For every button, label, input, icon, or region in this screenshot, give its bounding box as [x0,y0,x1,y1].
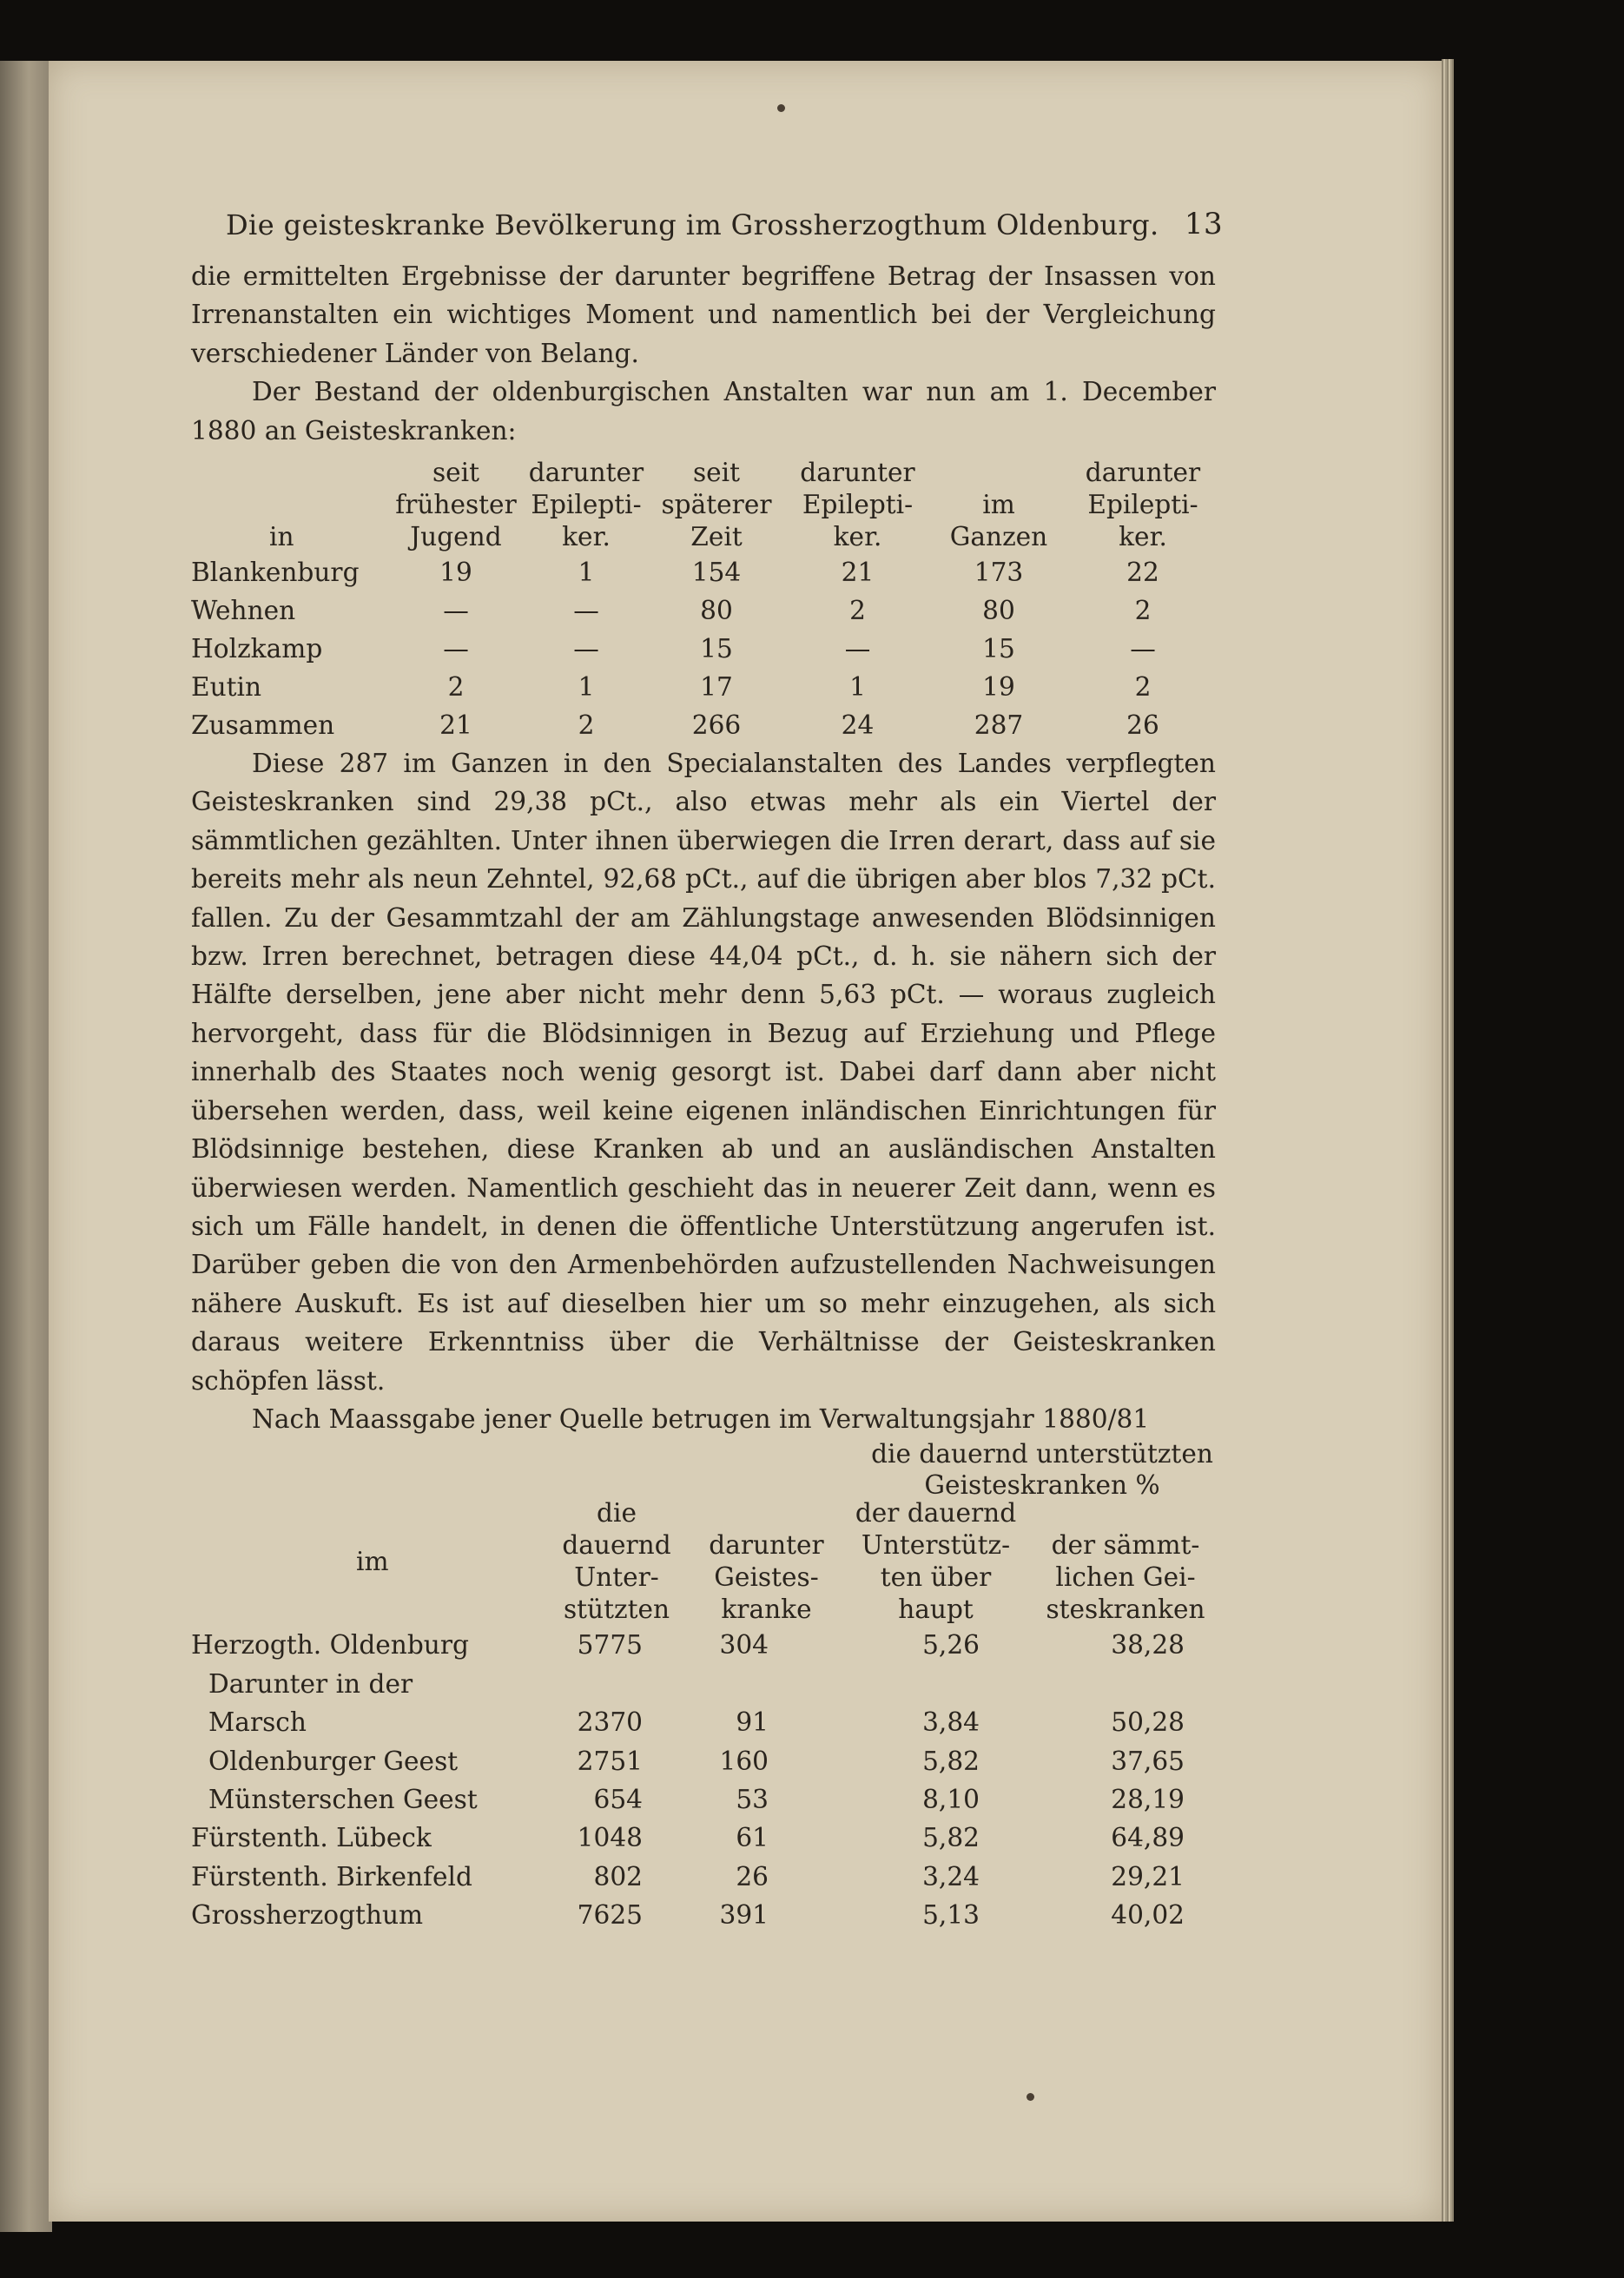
table-cell: 654 [593,1784,643,1814]
table-cell: 61 [736,1823,769,1853]
table-cell: 8,10 [922,1784,980,1814]
row-label: Darunter in der [208,1668,413,1699]
table-cell: 50,28 [1111,1707,1185,1738]
table-cell: 2 [578,710,595,741]
table-group-header [191,1438,1216,1501]
column-header: darunter Epilepti- ker. [1085,458,1201,552]
paragraph: Nach Maassgabe jener Quelle betrugen im Verwaltungsjahr 1880/81 [252,1403,1150,1434]
column-header: im [356,1546,389,1576]
table-cell: 53 [736,1784,769,1814]
table-row [191,1896,1218,1934]
table-cell: 19 [982,672,1015,703]
table-row [191,630,1218,668]
row-label: Grossherzogthum [191,1900,424,1931]
table-cell: 2 [1134,672,1152,703]
table-cell: 802 [593,1861,643,1892]
row-label: Blankenburg [191,558,360,588]
table-cell: 26 [736,1861,769,1892]
column-header: der sämmt- lichen Gei- steskranken [1046,1530,1205,1625]
support-table [191,1497,1218,1934]
table-cell: 5,82 [922,1746,980,1776]
table-cell: 22 [1126,558,1159,588]
paragraph: Der Bestand der oldenburgischen Anstalten war nun am 1. December 1880 an Geisteskranken: [191,377,1216,446]
table-cell: 1 [578,672,595,703]
table-cell: 3,24 [922,1861,980,1892]
table-cell: 2 [849,596,866,626]
page-number: 13 [1184,207,1223,241]
table-cell: 160 [719,1746,769,1776]
table-cell: 1 [849,672,866,703]
table-cell: 17 [700,672,733,703]
table-cell: 5775 [577,1630,643,1661]
table-cell: 1048 [577,1823,643,1853]
column-header: die dauernd Unter- stützten [562,1498,671,1625]
table-cell: 28,19 [1111,1784,1185,1814]
table-row [191,1780,1218,1819]
table-row [191,1703,1218,1741]
table-cell: 2 [447,672,465,703]
row-label: Marsch [208,1707,307,1738]
table-cell: 19 [439,558,472,588]
row-label: Eutin [191,672,262,703]
table-cell: 173 [974,558,1024,588]
table-cell: — [443,596,469,626]
column-header: darunter Epilepti- ker. [528,458,644,552]
column-header: seit frühester Jugend [395,458,517,552]
column-header: in [269,522,294,552]
table-cell: 15 [982,634,1015,664]
ink-speck [777,104,785,112]
table-cell: 391 [719,1900,769,1931]
row-label: Münsterschen Geest [208,1784,478,1814]
table-row [191,553,1218,591]
table-cell: 154 [691,558,742,588]
table-cell: — [443,634,469,664]
table-cell: 24 [841,710,875,741]
table-cell: — [573,596,599,626]
table-cell: 266 [691,710,742,741]
row-label: Wehnen [191,596,296,626]
table-cell [838,1665,1033,1703]
table-row [191,1858,1218,1896]
table-cell: 21 [439,710,472,741]
column-header: seit späterer Zeit [661,458,772,552]
row-label: Oldenburger Geest [208,1746,459,1776]
column-header: darunter Epilepti- ker. [800,458,915,552]
table-cell: 2370 [577,1707,643,1738]
table-header-row [191,1497,1218,1626]
row-label: Zusammen [191,710,335,741]
table-cell: 3,84 [922,1707,980,1738]
table-row [191,668,1218,706]
table-cell: — [1130,634,1156,664]
table-cell: 287 [974,710,1024,741]
table-cell: — [573,634,599,664]
table-cell: 40,02 [1111,1900,1185,1931]
row-label: Fürstenth. Lübeck [191,1823,432,1853]
table-cell: 26 [1126,710,1159,741]
table-cell: 5,26 [922,1630,980,1661]
paragraph: Diese 287 im Ganzen in den Specialanstalten des Landes verpflegten Geisteskranken sind 29,38 pCt., also etwas mehr als ein Viertel der sämmtlichen gezählten. Unter ihnen überwiegen die Irren derart, dass auf sie bereits mehr als neun Zehntel, 92,68 pCt., auf die übrigen aber blos 7,32 pCt. fallen. Zu der Gesammtzahl der am Zählungstage anwesenden Blödsinnigen bzw. Irren berechnet, betragen diese 44,04 pCt., d. h. sie nähern sich der Hälfte derselben, jene aber nicht mehr denn 5,63 pCt. — woraus zugleich hervorgeht, dass für die Blödsinnigen in Bezug auf Erziehung und Pflege innerhalb des Staates noch wenig gesorgt ist. Dabei darf dann aber nicht übersehen werden, dass, weil keine eigenen inländischen Einrichtungen für Blödsinnige bestehen, diese Kranken ab und an ausländischen Anstalten überwiesen werden. Namentlich geschieht das in neuerer Zeit dann, wenn es sich um Fälle handelt, in denen die öffentliche Unterstützung angerufen ist. Darüber geben die von den Armenbehörden aufzustellenden Nachweisungen nähere Auskuft. Es ist auf dieselben hier um so mehr einzugehen, als sich daraus weitere Erkenntniss über die Verhältnisse der Geisteskranken schöpfen lässt. [191,749,1216,1396]
table-cell: 2751 [577,1746,643,1776]
table-row [191,1665,1218,1703]
group-header-line: die dauernd unterstützten [871,1439,1213,1469]
column-header: im Ganzen [949,490,1048,552]
running-title: Die geisteskranke Bevölkerung im Grossherzogthum Oldenburg. [226,208,1159,241]
column-header: darunter Geistes- kranke [709,1530,824,1625]
table-row [191,706,1218,744]
table-row [191,1742,1218,1780]
table-cell: 80 [982,596,1015,626]
table-cell: 91 [736,1707,769,1738]
table-cell: 37,65 [1111,1746,1185,1776]
table-cell [538,1665,695,1703]
table-cell [695,1665,838,1703]
group-header-line: Geisteskranken % [924,1470,1160,1501]
table-cell [1033,1665,1218,1703]
row-label: Fürstenth. Birkenfeld [191,1861,472,1892]
table-cell: 80 [700,596,733,626]
paragraph: die ermittelten Ergebnisse der darunter begriffene Betrag der Insassen von Irrenanstalten ein wichtiges Moment und namentlich bei der Vergleichung verschiedener Länder von Belang. [191,261,1216,368]
table-row [191,1819,1218,1857]
page-content [191,201,1223,1935]
running-head [191,201,1223,247]
table-row [191,1626,1218,1664]
table-cell: 21 [841,558,875,588]
table-cell: 2 [1134,596,1152,626]
table-cell: — [844,634,871,664]
table-cell: 15 [700,634,733,664]
asylum-table [191,457,1218,744]
table-cell: 7625 [577,1900,643,1931]
table-cell: 64,89 [1111,1823,1185,1853]
table-cell: 5,13 [922,1900,980,1931]
table-cell: 5,82 [922,1823,980,1853]
ink-speck [1027,2093,1034,2101]
table-header-row [191,457,1218,553]
table-cell: 38,28 [1111,1630,1185,1661]
table-cell: 304 [719,1630,769,1661]
row-label: Holzkamp [191,634,323,664]
column-header: der dauernd Unterstütz- ten über haupt [855,1498,1017,1625]
table-cell: 1 [578,558,595,588]
table-cell: 29,21 [1111,1861,1185,1892]
table-row [191,591,1218,630]
left-page-edge [0,61,52,2232]
row-label: Herzogth. Oldenburg [191,1630,469,1661]
page-edges [1442,59,1454,2222]
